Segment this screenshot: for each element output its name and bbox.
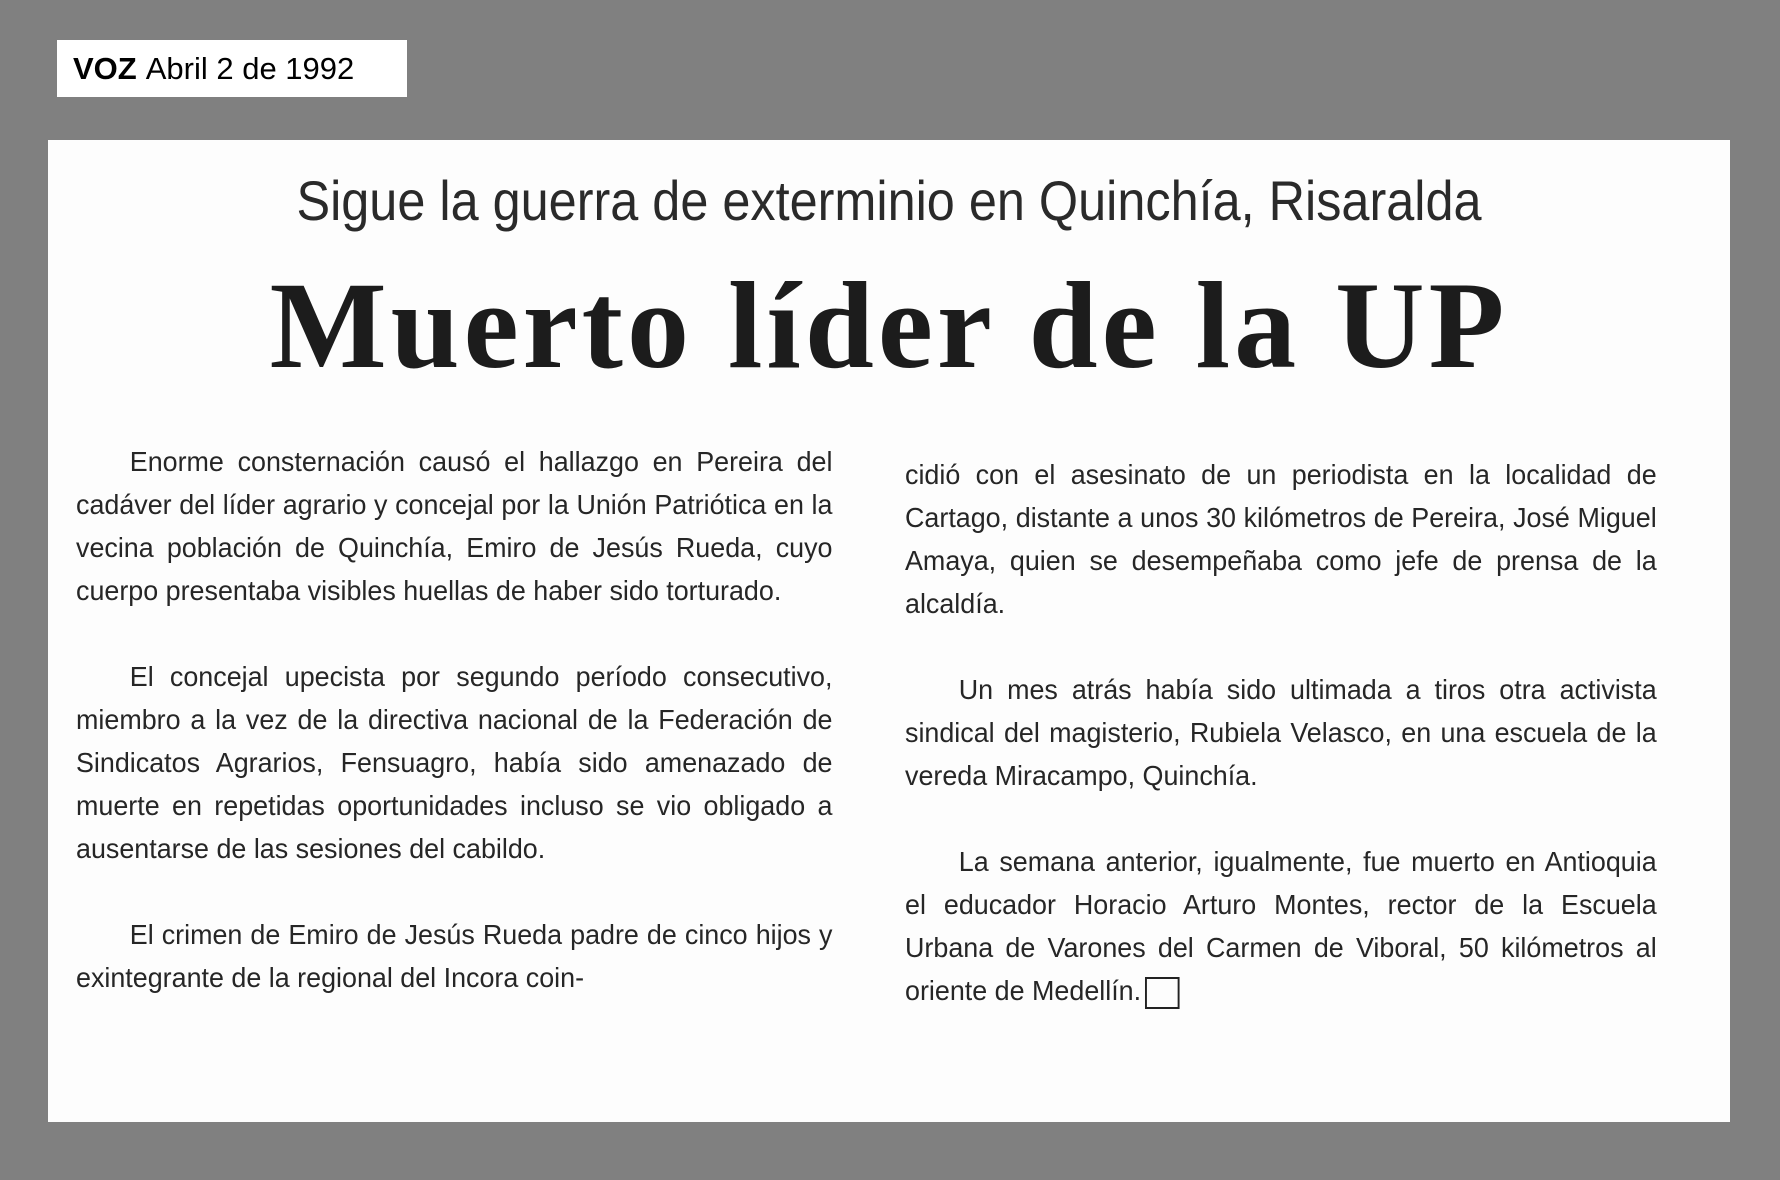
publication-date: Abril 2 de 1992: [145, 50, 355, 86]
paragraph: cidió con el asesinato de un periodista en la localidad de Cartago, distante a unos 30 kilómetros de Pereira, José Miguel Amaya, quien se desempeñaba como jefe de prensa de la alcaldía.: [905, 459, 1657, 619]
article-column-left: [76, 440, 832, 1042]
end-of-article-mark: [1145, 977, 1180, 1009]
paragraph-text: La semana anterior, igualmente, fue muerto en Antioquia el educador Horacio Arturo Montes, rector de la Escuela Urbana de Varones del Carmen de Viboral, 50 kilómetros al oriente de Medellín.: [905, 846, 1657, 1006]
paragraph: El concejal upecista por segundo período consecutivo, miembro a la vez de la directiva nacional de la Federación de Sindicatos Agrarios, Fensuagro, había sido amenazado de muerte en repetidas oportunidades incluso se vio obligado a ausentarse de las sesiones del cabildo.: [76, 661, 833, 864]
newspaper-clipping: [48, 140, 1730, 1122]
paragraph: El crimen de Emiro de Jesús Rueda padre de cinco hijos y exintegrante de la regional del Incora coin-: [76, 919, 833, 993]
article-kicker: Sigue la guerra de exterminio en Quinchía, Risaralda: [296, 169, 1482, 232]
paragraph: Enorme consternación causó el hallazgo en Pereira del cadáver del líder agrario y concejal por la Unión Patriótica en la vecina población de Quinchía, Emiro de Jesús Rueda, cuyo cuerpo presentaba visibles huellas de haber sido torturado.: [76, 446, 833, 606]
article-column-right: [905, 453, 1657, 1055]
source-label: [57, 40, 407, 97]
publication-name: VOZ: [73, 50, 137, 86]
article-headline: Muerto líder de la UP: [269, 257, 1509, 394]
paragraph-last: [905, 840, 1657, 1012]
paragraph: Un mes atrás había sido ultimada a tiros otra activista sindical del magisterio, Rubiela Velasco, en una escuela de la vereda Miracampo, Quinchía.: [905, 674, 1657, 791]
